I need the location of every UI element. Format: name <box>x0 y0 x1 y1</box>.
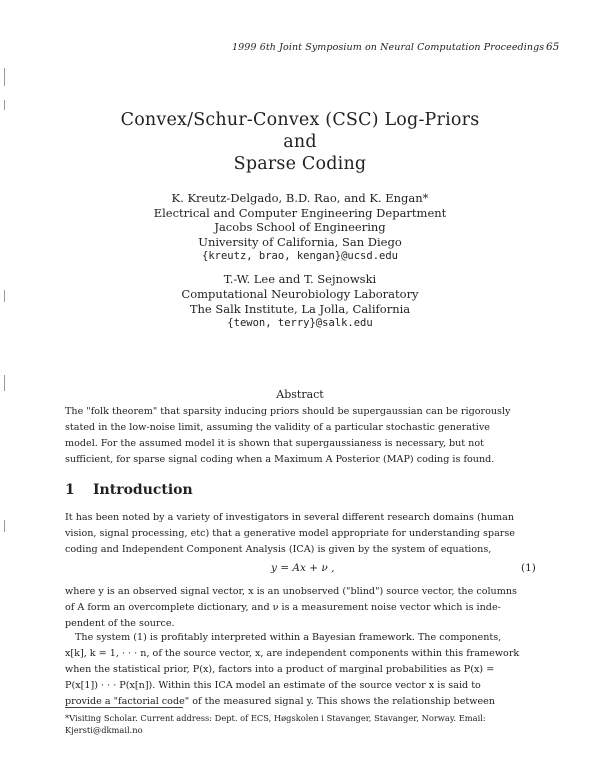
author2-names: T.-W. Lee and T. Sejnowski <box>223 272 377 286</box>
footnote-line: Kjersti@dkmail.no <box>65 725 143 735</box>
abstract-line: model. For the assumed model it is shown that supergaussianess is necessary, but not <box>65 438 484 449</box>
margin-mark <box>4 100 5 110</box>
margin-mark <box>4 68 5 86</box>
body-line: where y is an observed signal vector, x is an unobserved ("blind") source vector, the columns <box>65 586 517 597</box>
footnote <box>65 712 540 736</box>
abstract-line: sufficient, for sparse signal coding when a Maximum A Posterior (MAP) coding is found. <box>65 454 495 465</box>
abstract-line: The "folk theorem" that sparsity inducing priors should be supergaussian can be rigorously <box>65 406 511 417</box>
author-school: Jacobs School of Engineering <box>214 220 386 234</box>
body-line: vision, signal processing, etc) that a generative model appropriate for understanding sparse <box>65 528 515 539</box>
body-line: of A form an overcomplete dictionary, and ν is a measurement noise vector which is inde- <box>65 602 501 613</box>
body-line: The system (1) is profitably interpreted within a Bayesian framework. The components, <box>75 632 502 643</box>
paper-title-line1: Convex/Schur-Convex (CSC) Log-Priors <box>120 110 480 130</box>
margin-mark <box>4 520 5 532</box>
author-emails: {kreutz, brao, kengan}@ucsd.edu <box>202 250 398 262</box>
section-title: Introduction <box>93 482 193 498</box>
author2-institute: The Salk Institute, La Jolla, California <box>189 302 411 316</box>
intro-paragraph-3 <box>65 630 540 710</box>
abstract-body <box>65 404 540 468</box>
body-line: P(x[1]) · · · P(x[n]). Within this ICA model an estimate of the source vector x is said to <box>65 680 481 691</box>
section-number: 1 <box>65 482 75 498</box>
author-department: Electrical and Computer Engineering Department <box>153 206 447 220</box>
equation-number: (1) <box>521 562 536 574</box>
body-line: provide a "factorial code" of the measured signal y. This shows the relationship between <box>65 696 495 707</box>
intro-paragraph-1 <box>65 510 540 558</box>
footnote-rule <box>65 707 183 708</box>
paper-title-line3: Sparse Coding <box>233 154 367 174</box>
body-line: pendent of the source. <box>65 618 175 629</box>
footnote-line: *Visiting Scholar. Current address: Dept. of ECS, Høgskolen i Stavanger, Stavanger, Norway. Email: <box>65 713 486 723</box>
page-number: 65 <box>546 41 560 53</box>
running-header: 1999 6th Joint Symposium on Neural Computation Proceedings <box>232 42 545 53</box>
author2-lab: Computational Neurobiology Laboratory <box>181 287 419 301</box>
body-line: coding and Independent Component Analysis (ICA) is given by the system of equations, <box>65 544 492 555</box>
body-line: It has been noted by a variety of investigators in several different research domains (human <box>65 512 515 523</box>
abstract-line: stated in the low-noise limit, assuming the validity of a particular stochastic generative <box>65 422 490 433</box>
equation-body: y = Ax + ν , <box>271 562 335 574</box>
section-heading <box>65 482 193 498</box>
body-line: when the statistical prior, P(x), factors into a product of marginal probabilities as P(x) = <box>65 664 495 675</box>
paper-title-line2: and <box>283 132 317 152</box>
author-names: K. Kreutz-Delgado, B.D. Rao, and K. Engan* <box>171 191 429 205</box>
body-line: x[k], k = 1, · · · n, of the source vector, x, are independent components within this framework <box>65 648 520 659</box>
author2-emails: {tewon, terry}@salk.edu <box>227 317 373 329</box>
abstract-heading: Abstract <box>276 388 324 401</box>
author-university: University of California, San Diego <box>198 235 402 249</box>
intro-paragraph-2 <box>65 584 540 632</box>
